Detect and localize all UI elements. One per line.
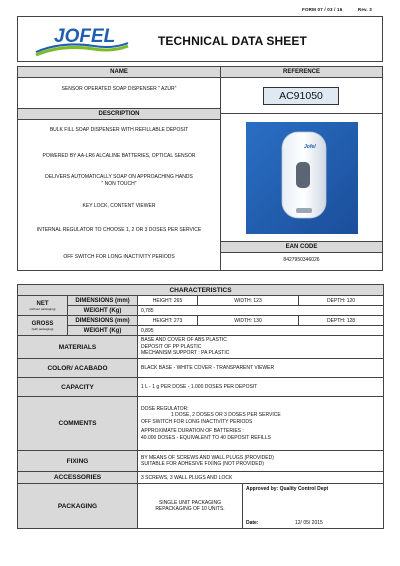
description-line: BULK FILL SOAP DISPENSER WITH REFILLABLE DEPOSIT [49, 127, 189, 133]
description-line: KEY LOCK, CONTENT VIEWER [82, 203, 156, 209]
gross-label [18, 316, 68, 336]
fixing-label: FIXING [18, 451, 138, 472]
ean-code: 8427950346026 [283, 257, 320, 263]
date-value: 12/ 05/ 2015 [295, 520, 323, 526]
gross-width: WIDTH: 130 [198, 316, 299, 326]
capacity-label: CAPACITY [18, 378, 138, 397]
net-height: HEIGHT: 265 [138, 296, 198, 306]
materials-line: BASE AND COVER OF ABS PLASTIC [141, 337, 227, 344]
packaging-value [138, 484, 243, 529]
comments-label: COMMENTS [18, 397, 138, 451]
capacity-value: 1 L - 1 g PER DOSE - 1.000 DOSES PER DEPOSIT [138, 378, 384, 397]
comments-line: 40.000 DOSES - EQUIVALENT TO 40 DEPOSIT REFILLS [141, 434, 271, 441]
svg-text:Jofel: Jofel [304, 144, 316, 150]
fixing-value [138, 451, 384, 472]
net-width: WIDTH: 123 [198, 296, 299, 306]
net-dimensions-label: DIMENSIONS (mm) [68, 296, 138, 306]
date-label: Date: [246, 520, 259, 526]
description-line: INTERNAL REGULATOR TO CHOOSE 1, 2 OR 3 DOSES PER SERVICE [36, 227, 202, 233]
brand-name: JOFEL [54, 26, 116, 47]
accessories-value: 3 SCREWS, 3 WALL PLUGS AND LOCK [138, 472, 384, 484]
characteristics-title: CHARACTERISTICS [18, 285, 384, 296]
gross-sublabel: (with packaging) [31, 326, 54, 331]
comments-value [138, 397, 384, 451]
materials-line: MECHANISM SUPPORT : PA PLASTIC [141, 350, 230, 357]
net-label [18, 296, 68, 316]
materials-line: DEPOSIT OF PP PLASTIC [141, 343, 202, 350]
net-depth: DEPTH: 120 [299, 296, 384, 306]
net-sublabel: (without packaging) [29, 306, 56, 311]
name-header: NAME [18, 67, 220, 78]
comments-line: OFF SWITCH FOR LONG INACTIVITY PERIODS [141, 418, 253, 425]
gross-height: HEIGHT: 273 [138, 316, 198, 326]
comments-line: 1 DOSE, 2 DOSES OR 3 DOSES PER SERVICE [171, 412, 281, 419]
description-line: " NON TOUCH" [101, 181, 137, 187]
fixing-line: BY MEANS OF SCREWS AND WALL PLUGS (PROVIDED) [141, 454, 274, 461]
materials-value [138, 336, 384, 359]
comments-line: DOSE REGULATOR: [141, 405, 189, 412]
color-label: COLOR/ ACABADO [18, 359, 138, 378]
characteristics-table [17, 284, 384, 529]
approval-cell [243, 484, 384, 529]
description-line: DELIVERS AUTOMATICALLY SOAP ON APPROACHING HANDS [45, 174, 193, 180]
packaging-line: SINGLE UNIT PACKAGING [158, 499, 222, 506]
reference-code: AC91050 [263, 87, 339, 105]
accessories-label: ACCESSORIES [18, 472, 138, 484]
revision: Rev. 3 [357, 7, 372, 12]
gross-weight-label: WEIGHT (Kg) [68, 326, 138, 336]
jofel-logo [32, 22, 132, 58]
ean-header: EAN CODE [221, 241, 382, 253]
reference-header: REFERENCE [221, 67, 382, 78]
packaging-line: REPACKAGING OF 10 UNITS. [155, 506, 225, 512]
gross-weight: 0,895 [138, 326, 384, 336]
gross-dimensions-label: DIMENSIONS (mm) [68, 316, 138, 326]
approved-by: Approved by: Quality Control Dept [246, 486, 329, 492]
description-header: DESCRIPTION [18, 108, 220, 120]
description-line: OFF SWITCH FOR LONG INACTIVITY PERIODS [63, 254, 175, 260]
description-line: POWERED BY AA-LR6 ALCALINE BATTERIES, OPTICAL SENSOR [42, 153, 196, 159]
gross-label-text: GROSS [31, 320, 54, 327]
product-info-block [17, 66, 383, 271]
color-value: BLACK BASE - WHITE COVER - TRANSPARENT VIEWER [138, 359, 384, 378]
packaging-label: PACKAGING [18, 484, 138, 529]
form-reference [288, 7, 372, 12]
product-photo [246, 122, 358, 234]
materials-label: MATERIALS [18, 336, 138, 359]
comments-line: APPROXIMATE DURATION OF BATTERIES : [141, 428, 244, 435]
gross-depth: DEPTH: 128 [299, 316, 384, 326]
fixing-line: SUITABLE FOR ADHESIVE FIXING (NOT PROVIDED) [141, 461, 264, 467]
product-name: SENSOR OPERATED SOAP DISPENSER " AZUR" [61, 86, 177, 92]
net-weight-label: WEIGHT (Kg) [68, 306, 138, 316]
net-weight: 0,785 [138, 306, 384, 316]
net-label-text: NET [36, 300, 49, 307]
document-header [17, 16, 383, 62]
form-code: FORM 07 / 03 / 16 [302, 7, 343, 12]
product-image-area [221, 113, 382, 240]
document-title: TECHNICAL DATA SHEET [158, 34, 307, 48]
